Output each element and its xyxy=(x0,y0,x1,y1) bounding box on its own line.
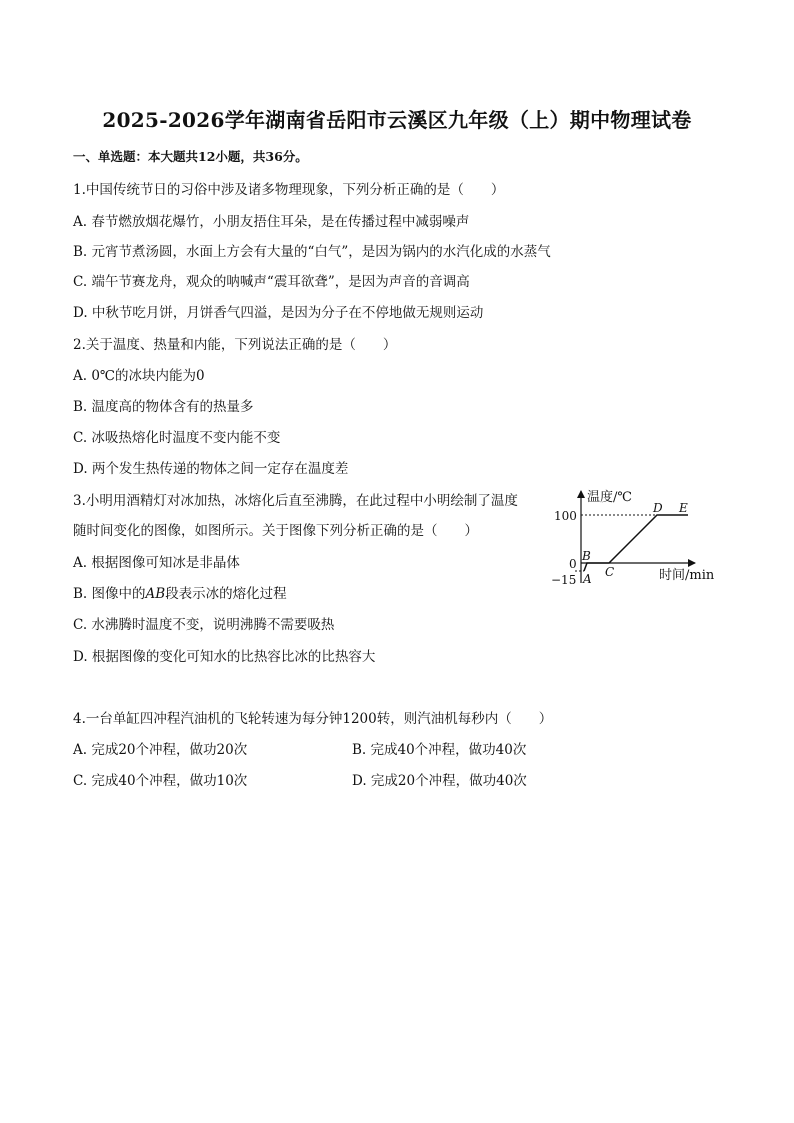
question-1-option-c: C. 端午节赛龙舟，观众的呐喊声“震耳欲聋”，是因为声音的音调高 xyxy=(73,274,470,290)
point-a-label: A xyxy=(583,572,592,586)
section-heading: 一、单选题：本大题共12小题，共36分。 xyxy=(73,149,308,164)
question-2-option-c: C. 冰吸热熔化时温度不变内能不变 xyxy=(73,430,281,446)
question-2-option-b: B. 温度高的物体含有的热量多 xyxy=(73,399,254,415)
segment-ab-label: AB xyxy=(145,586,166,602)
question-4-option-c: C. 完成40个冲程，做功10次 xyxy=(73,773,248,789)
question-1-option-a: A. 春节燃放烟花爆竹，小朋友捂住耳朵，是在传播过程中减弱噪声 xyxy=(73,214,470,230)
question-3-option-a: A. 根据图像可知冰是非晶体 xyxy=(73,555,240,571)
question-3-stem-line-1: 3.小明用酒精灯对冰加热，冰熔化后直至沸腾，在此过程中小明绘制了温度 xyxy=(73,493,518,509)
y-axis-label: 温度/℃ xyxy=(587,490,632,505)
point-d-label: D xyxy=(653,501,663,515)
point-e-label: E xyxy=(679,501,688,515)
y-tick-0: 0 xyxy=(569,557,577,571)
question-2-option-a: A. 0℃的冰块内能为0 xyxy=(73,368,205,384)
option-b-prefix: B. 图像中的 xyxy=(73,586,146,602)
question-1-option-b: B. 元宵节煮汤圆，水面上方会有大量的“白气”，是因为锅内的水汽化成的水蒸气 xyxy=(73,244,551,260)
question-2-stem: 2.关于温度、热量和内能，下列说法正确的是（ ） xyxy=(73,337,397,353)
question-3-stem-line-2: 随时间变化的图像，如图所示。关于图像下列分析正确的是（ ） xyxy=(73,523,478,539)
question-4-option-b: B. 完成40个冲程，做功40次 xyxy=(352,742,527,758)
question-1-stem: 1.中国传统节日的习俗中涉及诸多物理现象，下列分析正确的是（ ） xyxy=(73,182,505,198)
y-tick-100: 100 xyxy=(554,509,577,523)
question-3-option-b xyxy=(73,582,287,602)
option-b-suffix: 段表示冰的熔化过程 xyxy=(165,586,287,602)
point-b-label: B xyxy=(582,549,591,563)
exam-title: 2025-2026学年湖南省岳阳市云溪区九年级（上）期中物理试卷 xyxy=(102,108,692,132)
question-2-option-d: D. 两个发生热传递的物体之间一定存在温度差 xyxy=(73,461,349,477)
question-4-option-a: A. 完成20个冲程，做功20次 xyxy=(73,742,248,758)
question-4-stem: 4.一台单缸四冲程汽油机的飞轮转速为每分钟1200转，则汽油机每秒内（ ） xyxy=(73,711,553,727)
question-1-option-d: D. 中秋节吃月饼，月饼香气四溢，是因为分子在不停地做无规则运动 xyxy=(73,305,484,321)
question-3-option-c: C. 水沸腾时温度不变，说明沸腾不需要吸热 xyxy=(73,617,335,633)
point-c-label: C xyxy=(605,565,615,579)
x-axis-label: 时间/min xyxy=(659,568,715,583)
y-tick-neg15: −15 xyxy=(551,573,577,587)
question-4-option-d: D. 完成20个冲程，做功40次 xyxy=(352,773,527,789)
temperature-time-graph xyxy=(545,483,730,588)
question-3-option-d: D. 根据图像的变化可知水的比热容比冰的比热容大 xyxy=(73,649,376,665)
